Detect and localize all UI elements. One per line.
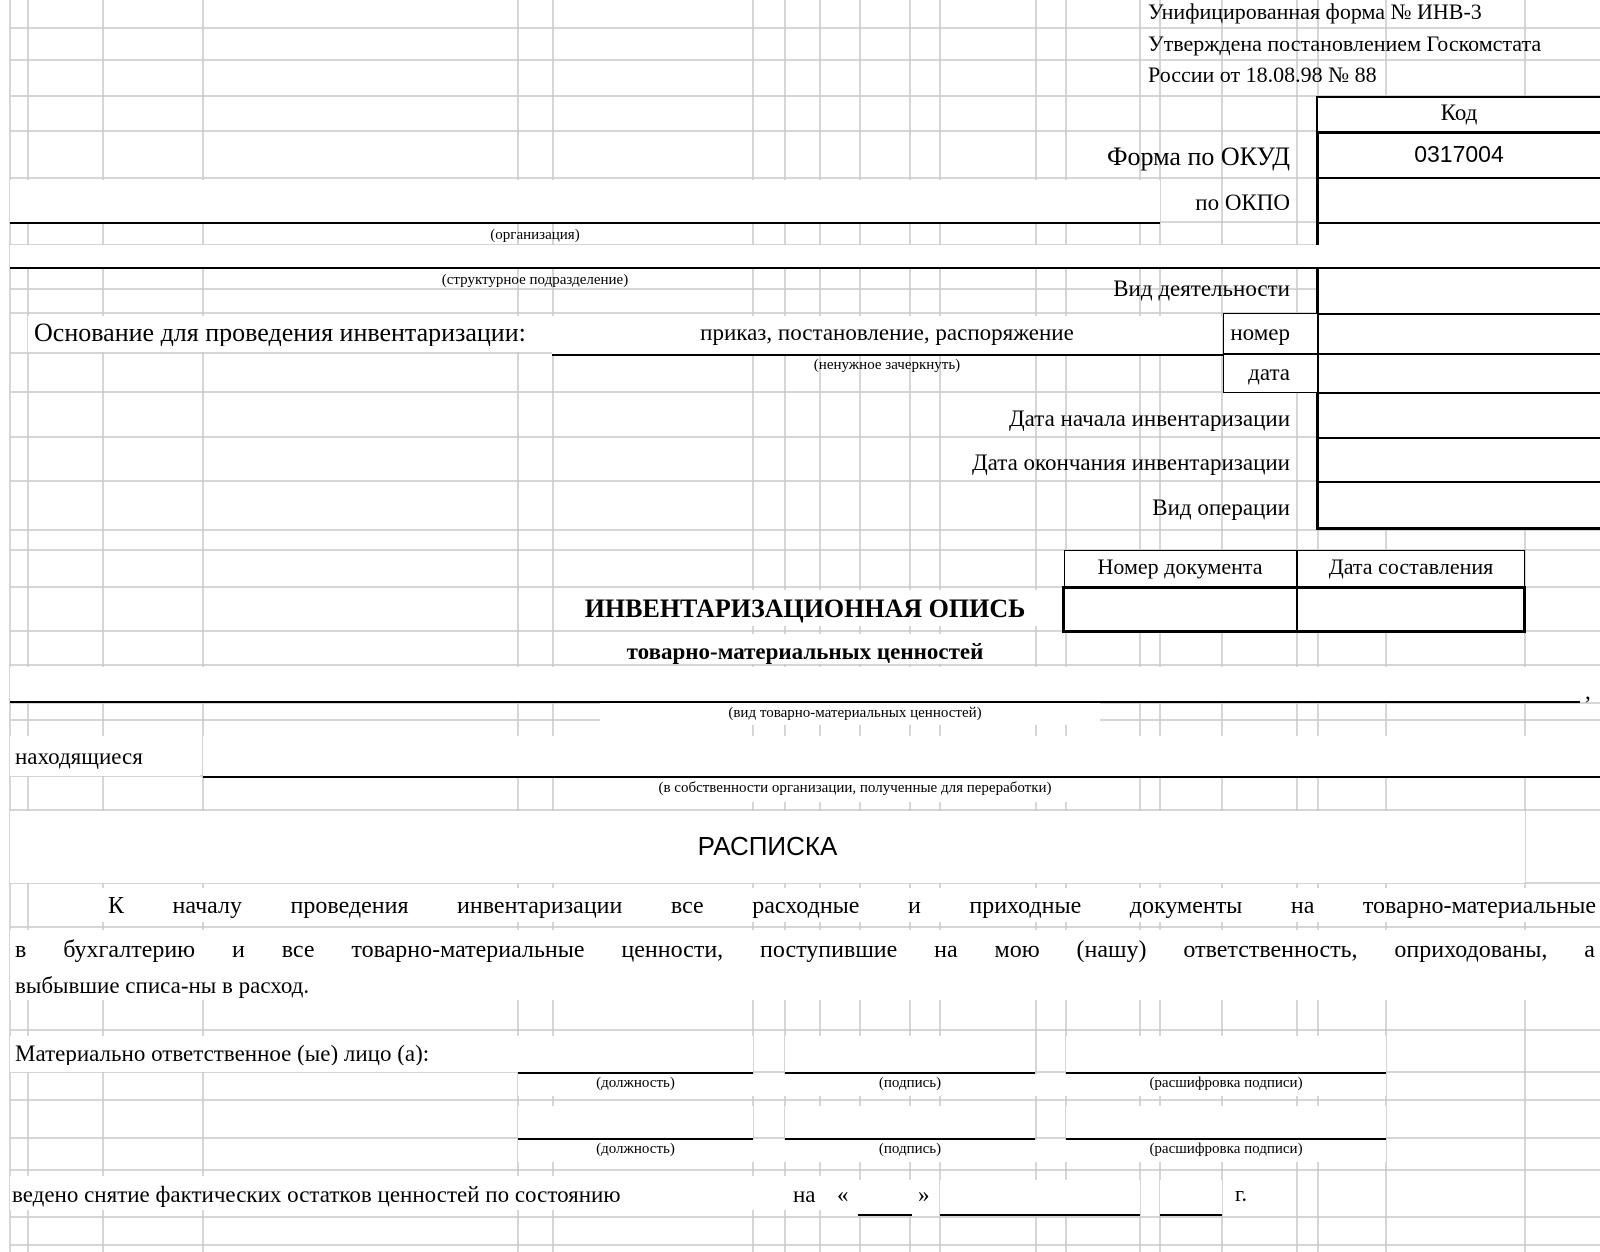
receipt-word: ценности,: [621, 937, 724, 963]
basis-label: Основание для проведения инвентаризации:: [34, 320, 526, 346]
number-date-divider: [1223, 353, 1317, 355]
receipt-word: инвентаризации: [457, 893, 623, 919]
position-field-1[interactable]: [518, 1036, 753, 1072]
ownership-field[interactable]: [203, 736, 1600, 776]
code-row-divider: [1318, 392, 1600, 394]
organization-underline: [10, 222, 1160, 224]
valuables-comma: ,: [1585, 679, 1591, 704]
receipt-line-2: [15, 938, 1595, 962]
organization-caption: (организация): [490, 227, 580, 243]
footer-month-field[interactable]: [940, 1180, 1140, 1214]
receipt-word: и: [232, 937, 245, 963]
valuables-type-field[interactable]: [10, 667, 1580, 701]
basis-underline: [552, 354, 1223, 356]
decoding-field-2[interactable]: [1066, 1106, 1386, 1138]
receipt-word: все: [670, 893, 704, 919]
start-date-label: Дата начала инвентаризации: [1008, 406, 1290, 431]
date-label: дата: [1248, 360, 1290, 385]
basis-value: приказ, постановление, распоряжение: [700, 320, 1074, 345]
approved-line-2: России от 18.08.98 № 88: [1148, 62, 1377, 87]
footer-year-field[interactable]: [1160, 1180, 1222, 1214]
code-box: [1316, 131, 1600, 530]
receipt-title: РАСПИСКА: [697, 831, 838, 861]
document-subtitle: товарно-материальных ценностей: [626, 639, 984, 664]
ownership-caption: (в собственности организации, полученные для переработки): [658, 780, 1052, 796]
code-title-left-border: [1316, 96, 1318, 132]
receipt-word: приходные: [969, 893, 1082, 919]
footer-quote-close: »: [918, 1182, 930, 1207]
code-row-divider: [1318, 177, 1600, 179]
receipt-word: товарно-материальные: [1362, 893, 1596, 919]
document-title: ИНВЕНТАРИЗАЦИОННАЯ ОПИСЬ: [584, 594, 1026, 623]
document-value-divider: [1296, 588, 1298, 631]
form-name: Унифицированная форма № ИНВ-3: [1148, 0, 1482, 24]
code-row-divider: [1318, 353, 1600, 355]
footer-text: ведено снятие фактических остатков ценностей по состоянию: [12, 1182, 621, 1207]
receipt-word: мою: [994, 937, 1040, 963]
position-caption-2: (должность): [596, 1141, 675, 1157]
responsible-label: Материально ответственное (ые) лицо (а):: [15, 1042, 430, 1065]
receipt-word: на: [1290, 893, 1315, 919]
code-row-divider: [1318, 437, 1600, 439]
decoding-caption-1: (расшифровка подписи): [1149, 1075, 1303, 1091]
code-row-divider: [1318, 267, 1600, 269]
code-title-top-border: [1316, 96, 1600, 98]
decoding-field-1[interactable]: [1066, 1036, 1386, 1072]
code-column-title: Код: [1440, 100, 1478, 125]
receipt-word: все: [281, 937, 315, 963]
okud-label: Форма по ОКУД: [1107, 142, 1290, 171]
receipt-word: а: [1584, 937, 1595, 963]
operation-label: Вид операции: [1152, 495, 1290, 520]
receipt-word: расходные: [752, 893, 860, 919]
organization-field[interactable]: [10, 180, 1160, 222]
signature-field-2[interactable]: [785, 1106, 1035, 1138]
number-label: номер: [1230, 320, 1290, 345]
footer-day-field[interactable]: [858, 1180, 912, 1214]
receipt-line-3: выбывшие списа-ны в расход.: [15, 973, 310, 998]
code-row-divider: [1318, 313, 1600, 315]
receipt-word: товарно-материальные: [351, 937, 585, 963]
receipt-word: и: [907, 893, 921, 919]
position-caption-1: (должность): [596, 1075, 675, 1091]
document-number-header: Номер документа: [1097, 554, 1263, 579]
receipt-word: К: [108, 893, 125, 919]
code-row-divider: [1318, 222, 1600, 224]
located-label: находящиеся: [15, 744, 143, 769]
basis-caption: (ненужное зачеркнуть): [813, 357, 961, 373]
signature-caption-1: (подпись): [878, 1075, 942, 1091]
okpo-label: по ОКПО: [1195, 190, 1290, 215]
footer-on: на: [793, 1182, 816, 1207]
footer-month-underline: [940, 1214, 1140, 1216]
position-field-2[interactable]: [518, 1106, 753, 1138]
receipt-word: поступившие: [760, 937, 898, 963]
receipt-word: в: [15, 937, 27, 963]
decoding-caption-2: (расшифровка подписи): [1149, 1141, 1303, 1157]
receipt-word: оприходованы,: [1394, 937, 1548, 963]
end-date-label: Дата окончания инвентаризации: [971, 450, 1290, 475]
subdivision-field[interactable]: [10, 245, 1320, 267]
approved-line-1: Утверждена постановлением Госкомстата: [1148, 31, 1542, 56]
signature-field-1[interactable]: [785, 1036, 1035, 1072]
receipt-word: на: [934, 937, 958, 963]
footer-quote-open: «: [837, 1182, 849, 1207]
footer-year-suffix: г.: [1235, 1181, 1248, 1206]
receipt-word: документы: [1129, 893, 1243, 919]
subdivision-underline: [10, 267, 1316, 269]
footer-year-underline: [1160, 1214, 1222, 1216]
receipt-line-1: [108, 894, 1596, 918]
receipt-word: началу: [172, 893, 242, 919]
document-value-box: [1062, 586, 1526, 633]
document-date-header: Дата составления: [1328, 554, 1494, 579]
receipt-word: проведения: [290, 893, 409, 919]
signature-caption-2: (подпись): [878, 1141, 942, 1157]
receipt-word: ответственность,: [1183, 937, 1358, 963]
subdivision-caption: (структурное подразделение): [441, 272, 629, 288]
receipt-word: бухгалтерию: [63, 937, 196, 963]
code-row-divider: [1318, 481, 1600, 483]
valuables-type-caption: (вид товарно-материальных ценностей): [728, 705, 982, 721]
activity-label: Вид деятельности: [1113, 276, 1290, 301]
receipt-word: (нашу): [1076, 937, 1147, 963]
okud-value[interactable]: 0317004: [1414, 141, 1504, 167]
footer-day-underline: [858, 1214, 912, 1216]
